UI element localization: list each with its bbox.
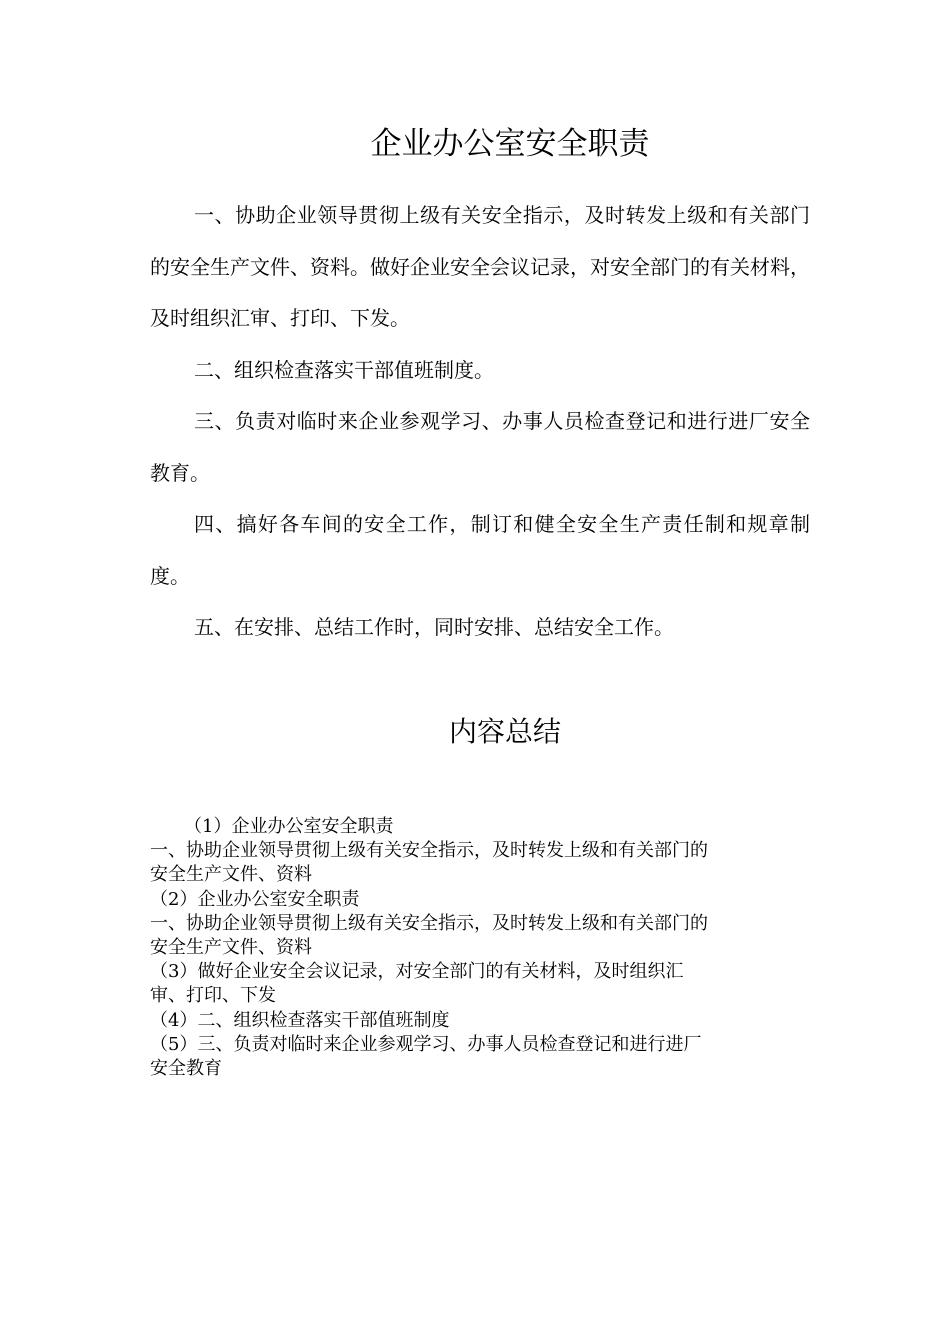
summary-line: 一、协助企业领导贯彻上级有关安全指示，及时转发上级和有关部门的 — [150, 912, 708, 934]
summary-title: 内容总结 — [448, 715, 561, 748]
summary-line: （2）企业办公室安全职责 — [150, 888, 360, 910]
paragraph-5: 五、在安排、总结工作时，同时安排、总结安全工作。 — [194, 615, 674, 639]
summary-line: （3）做好企业安全会议记录，对安全部门的有关材料，及时组织汇 — [150, 961, 684, 983]
paragraph-1: 一、协助企业领导贯彻上级有关安全指示，及时转发上级和有关部门的安全生产文件、资料。做好企业安全会议记录，对安全部门的有关材料，及时组织汇审、打印、下发。 — [150, 203, 810, 330]
document-title: 企业办公室安全职责 — [370, 126, 650, 162]
summary-line: （1）企业办公室安全职责 — [184, 816, 394, 837]
summary-line: （5）三、负责对临时来企业参观学习、办事人员检查登记和进行进厂 — [150, 1033, 702, 1055]
document-body — [150, 190, 810, 654]
paragraph-3: 三、负责对临时来企业参观学习、办事人员检查登记和进行进厂安全教育。 — [150, 409, 810, 485]
summary-line: 安全教育 — [150, 1058, 222, 1080]
summary-list — [150, 815, 800, 1081]
summary-line: （4）二、组织检查落实干部值班制度 — [150, 1009, 450, 1031]
paragraph-2: 二、组织检查落实干部值班制度。 — [194, 357, 494, 382]
paragraph-4: 四、搞好各车间的安全工作，制订和健全安全生产责任制和规章制度。 — [150, 512, 810, 588]
summary-line: 安全生产文件、资料 — [150, 937, 312, 959]
summary-line: 一、协助企业领导贯彻上级有关安全指示，及时转发上级和有关部门的 — [150, 840, 708, 862]
summary-line: 审、打印、下发 — [150, 985, 276, 1007]
summary-line: 安全生产文件、资料 — [150, 864, 312, 886]
